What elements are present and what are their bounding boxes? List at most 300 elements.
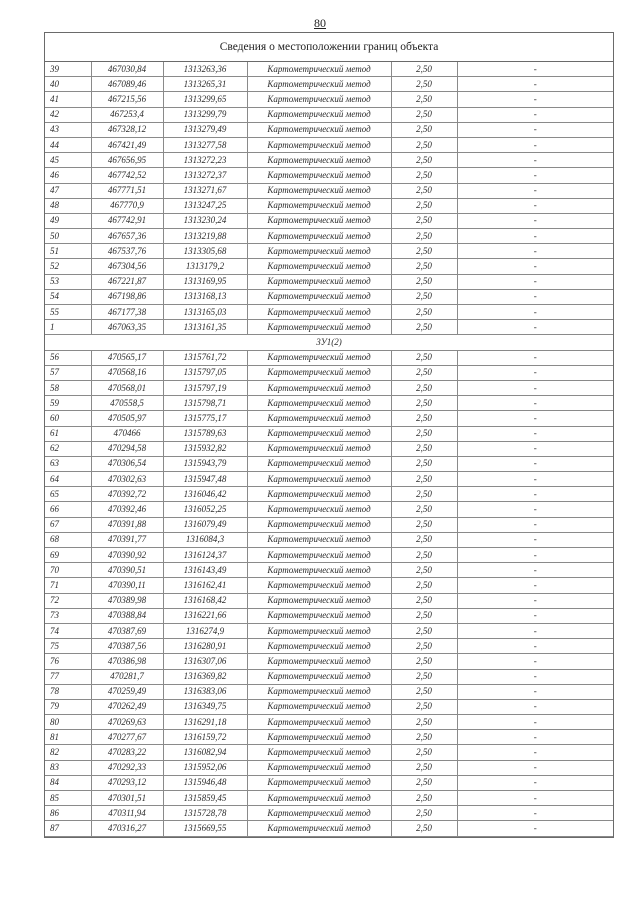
boundary-table-sheet [44,32,614,838]
coordinate-x: 467537,76 [91,244,163,259]
coordinate-y: 1313277,58 [163,137,247,152]
coordinate-y: 1316280,91 [163,639,247,654]
point-number: 78 [45,684,91,699]
table-row [45,380,613,395]
coordinates-table [45,62,613,837]
accuracy-cell: 2,50 [391,183,457,198]
method-cell: Картометрический метод [247,441,391,456]
description-cell: - [457,791,613,806]
point-number: 55 [45,305,91,320]
accuracy-cell: 2,50 [391,669,457,684]
accuracy-cell: 2,50 [391,608,457,623]
table-row [45,623,613,638]
method-cell: Картометрический метод [247,548,391,563]
method-cell: Картометрический метод [247,593,391,608]
coordinate-x: 470390,51 [91,563,163,578]
description-cell: - [457,623,613,638]
description-cell: - [457,715,613,730]
description-cell: - [457,396,613,411]
accuracy-cell: 2,50 [391,487,457,502]
table-title: Сведения о местоположении границ объекта [45,33,613,62]
table-row [45,259,613,274]
coordinate-x: 470392,46 [91,502,163,517]
point-number: 67 [45,517,91,532]
description-cell: - [457,563,613,578]
accuracy-cell: 2,50 [391,213,457,228]
table-row [45,699,613,714]
method-cell: Картометрический метод [247,821,391,836]
method-cell: Картометрический метод [247,305,391,320]
point-number: 66 [45,502,91,517]
point-number: 74 [45,623,91,638]
point-number: 56 [45,350,91,365]
coordinate-x: 470293,12 [91,775,163,790]
coordinate-x: 470306,54 [91,456,163,471]
accuracy-cell: 2,50 [391,532,457,547]
coordinate-y: 1313161,35 [163,320,247,335]
coordinate-x: 470390,92 [91,548,163,563]
table-row [45,517,613,532]
coordinate-y: 1316383,06 [163,684,247,699]
coordinate-y: 1313271,67 [163,183,247,198]
coordinate-y: 1316159,72 [163,730,247,745]
description-cell: - [457,305,613,320]
coordinate-y: 1313265,31 [163,77,247,92]
coordinate-x: 467328,12 [91,122,163,137]
description-cell: - [457,745,613,760]
point-number: 80 [45,715,91,730]
table-row [45,320,613,335]
point-number: 57 [45,365,91,380]
coordinate-x: 467063,35 [91,320,163,335]
coordinate-x: 470466 [91,426,163,441]
coordinate-y: 1316079,49 [163,517,247,532]
coordinate-y: 1316046,42 [163,487,247,502]
method-cell: Картометрический метод [247,92,391,107]
accuracy-cell: 2,50 [391,502,457,517]
coordinate-x: 470558,5 [91,396,163,411]
coordinate-y: 1315728,78 [163,806,247,821]
description-cell: - [457,259,613,274]
method-cell: Картометрический метод [247,456,391,471]
description-cell: - [457,426,613,441]
point-number: 87 [45,821,91,836]
method-cell: Картометрический метод [247,183,391,198]
accuracy-cell: 2,50 [391,791,457,806]
description-cell: - [457,198,613,213]
accuracy-cell: 2,50 [391,411,457,426]
method-cell: Картометрический метод [247,137,391,152]
point-number: 44 [45,137,91,152]
table-row [45,456,613,471]
point-number: 63 [45,456,91,471]
accuracy-cell: 2,50 [391,77,457,92]
coordinate-y: 1313279,49 [163,122,247,137]
table-row [45,183,613,198]
accuracy-cell: 2,50 [391,472,457,487]
description-cell: - [457,183,613,198]
method-cell: Картометрический метод [247,806,391,821]
point-number: 86 [45,806,91,821]
method-cell: Картометрический метод [247,654,391,669]
table-row [45,289,613,304]
table-row [45,274,613,289]
point-number: 45 [45,153,91,168]
method-cell: Картометрический метод [247,244,391,259]
table-row [45,654,613,669]
accuracy-cell: 2,50 [391,107,457,122]
coordinate-y: 1313299,65 [163,92,247,107]
description-cell: - [457,517,613,532]
method-cell: Картометрический метод [247,532,391,547]
coordinate-y: 1313305,68 [163,244,247,259]
accuracy-cell: 2,50 [391,578,457,593]
coordinate-x: 467089,46 [91,77,163,92]
table-row [45,441,613,456]
table-row [45,168,613,183]
description-cell: - [457,380,613,395]
description-cell: - [457,365,613,380]
accuracy-cell: 2,50 [391,623,457,638]
description-cell: - [457,548,613,563]
coordinate-x: 467771,51 [91,183,163,198]
method-cell: Картометрический метод [247,639,391,654]
table-row [45,745,613,760]
point-number: 60 [45,411,91,426]
method-cell: Картометрический метод [247,472,391,487]
coordinate-x: 467253,4 [91,107,163,122]
method-cell: Картометрический метод [247,320,391,335]
method-cell: Картометрический метод [247,684,391,699]
description-cell: - [457,77,613,92]
description-cell: - [457,456,613,471]
coordinate-y: 1316162,41 [163,578,247,593]
table-row [45,396,613,411]
coordinate-x: 470387,69 [91,623,163,638]
coordinate-x: 467198,86 [91,289,163,304]
coordinate-y: 1313219,88 [163,229,247,244]
coordinate-x: 470302,63 [91,472,163,487]
coordinate-x: 467656,95 [91,153,163,168]
coordinate-y: 1315943,79 [163,456,247,471]
accuracy-cell: 2,50 [391,684,457,699]
coordinate-y: 1316307,06 [163,654,247,669]
coordinates-table-body [45,62,613,836]
point-number: 71 [45,578,91,593]
description-cell: - [457,654,613,669]
table-row [45,730,613,745]
coordinate-y: 1316221,66 [163,608,247,623]
point-number: 73 [45,608,91,623]
point-number: 72 [45,593,91,608]
accuracy-cell: 2,50 [391,380,457,395]
description-cell: - [457,441,613,456]
accuracy-cell: 2,50 [391,137,457,152]
coordinate-x: 467215,56 [91,92,163,107]
description-cell: - [457,229,613,244]
table-row [45,715,613,730]
coordinate-x: 470301,51 [91,791,163,806]
description-cell: - [457,730,613,745]
method-cell: Картометрический метод [247,715,391,730]
coordinate-y: 1313272,23 [163,153,247,168]
point-number: 53 [45,274,91,289]
table-row [45,213,613,228]
method-cell: Картометрический метод [247,213,391,228]
table-row [45,107,613,122]
method-cell: Картометрический метод [247,745,391,760]
table-row [45,791,613,806]
accuracy-cell: 2,50 [391,715,457,730]
coordinate-y: 1315859,45 [163,791,247,806]
coordinate-x: 467177,38 [91,305,163,320]
coordinate-x: 470568,01 [91,380,163,395]
method-cell: Картометрический метод [247,153,391,168]
coordinate-x: 470316,27 [91,821,163,836]
table-row [45,821,613,836]
coordinate-x: 467770,9 [91,198,163,213]
coordinate-x: 470391,77 [91,532,163,547]
table-row [45,350,613,365]
description-cell: - [457,320,613,335]
accuracy-cell: 2,50 [391,730,457,745]
accuracy-cell: 2,50 [391,517,457,532]
coordinate-x: 470387,56 [91,639,163,654]
description-cell: - [457,806,613,821]
accuracy-cell: 2,50 [391,62,457,77]
method-cell: Картометрический метод [247,791,391,806]
coordinate-x: 470505,97 [91,411,163,426]
point-number: 1 [45,320,91,335]
point-number: 46 [45,168,91,183]
table-row [45,198,613,213]
accuracy-cell: 2,50 [391,229,457,244]
description-cell: - [457,821,613,836]
coordinate-y: 1316082,94 [163,745,247,760]
accuracy-cell: 2,50 [391,456,457,471]
accuracy-cell: 2,50 [391,548,457,563]
coordinate-x: 470568,16 [91,365,163,380]
point-number: 41 [45,92,91,107]
method-cell: Картометрический метод [247,365,391,380]
coordinate-y: 1315798,71 [163,396,247,411]
method-cell: Картометрический метод [247,411,391,426]
table-row [45,548,613,563]
point-number: 77 [45,669,91,684]
coordinate-x: 470292,33 [91,760,163,775]
coordinate-y: 1313299,79 [163,107,247,122]
coordinate-x: 470388,84 [91,608,163,623]
table-row [45,578,613,593]
point-number: 85 [45,791,91,806]
point-number: 52 [45,259,91,274]
coordinate-x: 467421,49 [91,137,163,152]
description-cell: - [457,578,613,593]
method-cell: Картометрический метод [247,426,391,441]
accuracy-cell: 2,50 [391,806,457,821]
accuracy-cell: 2,50 [391,396,457,411]
accuracy-cell: 2,50 [391,821,457,836]
coordinate-x: 467742,52 [91,168,163,183]
coordinate-y: 1315946,48 [163,775,247,790]
description-cell: - [457,62,613,77]
accuracy-cell: 2,50 [391,654,457,669]
point-number: 48 [45,198,91,213]
method-cell: Картометрический метод [247,502,391,517]
coordinate-y: 1315952,06 [163,760,247,775]
description-cell: - [457,639,613,654]
description-cell: - [457,472,613,487]
method-cell: Картометрический метод [247,487,391,502]
method-cell: Картометрический метод [247,623,391,638]
description-cell: - [457,411,613,426]
coordinate-y: 1313272,37 [163,168,247,183]
method-cell: Картометрический метод [247,669,391,684]
point-number: 68 [45,532,91,547]
coordinate-y: 1315947,48 [163,472,247,487]
table-row [45,487,613,502]
coordinate-x: 470391,88 [91,517,163,532]
method-cell: Картометрический метод [247,760,391,775]
coordinate-x: 467742,91 [91,213,163,228]
point-number: 79 [45,699,91,714]
table-row [45,137,613,152]
table-row [45,684,613,699]
point-number: 49 [45,213,91,228]
coordinate-y: 1313165,03 [163,305,247,320]
method-cell: Картометрический метод [247,775,391,790]
coordinate-y: 1316369,82 [163,669,247,684]
accuracy-cell: 2,50 [391,153,457,168]
coordinate-y: 1316274,9 [163,623,247,638]
method-cell: Картометрический метод [247,608,391,623]
table-row [45,122,613,137]
accuracy-cell: 2,50 [391,92,457,107]
description-cell: - [457,122,613,137]
table-row [45,472,613,487]
method-cell: Картометрический метод [247,122,391,137]
table-row [45,411,613,426]
description-cell: - [457,274,613,289]
point-number: 43 [45,122,91,137]
accuracy-cell: 2,50 [391,775,457,790]
point-number: 84 [45,775,91,790]
coordinate-x: 470262,49 [91,699,163,714]
point-number: 59 [45,396,91,411]
coordinate-x: 467221,87 [91,274,163,289]
table-row [45,593,613,608]
point-number: 42 [45,107,91,122]
coordinate-y: 1313169,95 [163,274,247,289]
point-number: 58 [45,380,91,395]
coordinate-y: 1315669,55 [163,821,247,836]
method-cell: Картометрический метод [247,229,391,244]
coordinate-y: 1313179,2 [163,259,247,274]
accuracy-cell: 2,50 [391,760,457,775]
description-cell: - [457,107,613,122]
table-row [45,502,613,517]
point-number: 47 [45,183,91,198]
method-cell: Картометрический метод [247,578,391,593]
coordinate-x: 470565,17 [91,350,163,365]
point-number: 54 [45,289,91,304]
coordinate-x: 467657,36 [91,229,163,244]
method-cell: Картометрический метод [247,77,391,92]
coordinate-x: 470390,11 [91,578,163,593]
point-number: 39 [45,62,91,77]
coordinate-y: 1316052,25 [163,502,247,517]
description-cell: - [457,92,613,107]
table-row [45,365,613,380]
coordinate-x: 470294,58 [91,441,163,456]
coordinate-x: 467030,84 [91,62,163,77]
table-row [45,532,613,547]
coordinate-y: 1316084,3 [163,532,247,547]
table-row [45,639,613,654]
method-cell: Картометрический метод [247,699,391,714]
coordinate-y: 1316124,37 [163,548,247,563]
accuracy-cell: 2,50 [391,289,457,304]
description-cell: - [457,699,613,714]
coordinate-y: 1315932,82 [163,441,247,456]
table-row [45,426,613,441]
point-number: 51 [45,244,91,259]
method-cell: Картометрический метод [247,259,391,274]
coordinate-x: 470283,22 [91,745,163,760]
table-row [45,153,613,168]
accuracy-cell: 2,50 [391,168,457,183]
method-cell: Картометрический метод [247,380,391,395]
coordinate-x: 470389,98 [91,593,163,608]
accuracy-cell: 2,50 [391,593,457,608]
accuracy-cell: 2,50 [391,350,457,365]
accuracy-cell: 2,50 [391,441,457,456]
coordinate-x: 470392,72 [91,487,163,502]
description-cell: - [457,289,613,304]
point-number: 40 [45,77,91,92]
method-cell: Картометрический метод [247,730,391,745]
coordinate-x: 470311,94 [91,806,163,821]
description-cell: - [457,168,613,183]
table-row [45,669,613,684]
accuracy-cell: 2,50 [391,699,457,714]
coordinate-y: 1315797,05 [163,365,247,380]
description-cell: - [457,153,613,168]
method-cell: Картометрический метод [247,62,391,77]
accuracy-cell: 2,50 [391,198,457,213]
description-cell: - [457,608,613,623]
coordinate-y: 1315761,72 [163,350,247,365]
coordinate-x: 470277,67 [91,730,163,745]
point-number: 62 [45,441,91,456]
accuracy-cell: 2,50 [391,365,457,380]
coordinate-y: 1316168,42 [163,593,247,608]
method-cell: Картометрический метод [247,289,391,304]
description-cell: - [457,487,613,502]
coordinate-y: 1316143,49 [163,563,247,578]
description-cell: - [457,775,613,790]
description-cell: - [457,532,613,547]
coordinate-y: 1313263,36 [163,62,247,77]
coordinate-x: 470281,7 [91,669,163,684]
table-row [45,244,613,259]
accuracy-cell: 2,50 [391,320,457,335]
accuracy-cell: 2,50 [391,259,457,274]
table-row [45,608,613,623]
page-number: 80 [314,16,326,30]
accuracy-cell: 2,50 [391,122,457,137]
point-number: 69 [45,548,91,563]
